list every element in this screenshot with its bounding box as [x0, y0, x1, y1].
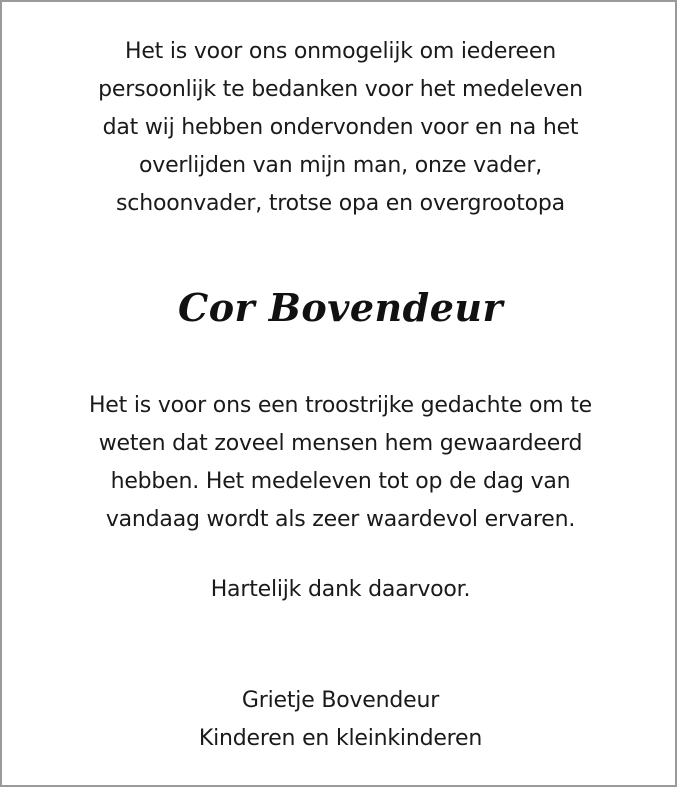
intro-line: Het is voor ons onmogelijk om iedereen	[125, 39, 556, 64]
signature	[2, 682, 677, 758]
body-line: hebben. Het medeleven tot op de dag van	[110, 469, 571, 494]
body-paragraph	[2, 387, 677, 539]
intro-paragraph	[2, 33, 677, 223]
intro-line: dat wij hebben ondervonden voor en na het	[102, 115, 579, 140]
body-line: Het is voor ons een troostrijke gedachte om te	[88, 393, 593, 418]
deceased-name: Cor Bovendeur	[177, 285, 504, 330]
intro-line: persoonlijk te bedanken voor het medeleven	[98, 77, 583, 102]
thanks-line: Hartelijk dank daarvoor.	[210, 577, 471, 602]
body-line: weten dat zoveel mensen hem gewaardeerd	[98, 431, 583, 456]
intro-line: overlijden van mijn man, onze vader,	[138, 153, 543, 178]
intro-line: schoonvader, trotse opa en overgrootopa	[116, 191, 565, 216]
signature-family: Kinderen en kleinkinderen	[198, 726, 483, 751]
signature-name: Grietje Bovendeur	[241, 688, 440, 713]
body-line: vandaag wordt als zeer waardevol ervaren.	[105, 507, 576, 532]
